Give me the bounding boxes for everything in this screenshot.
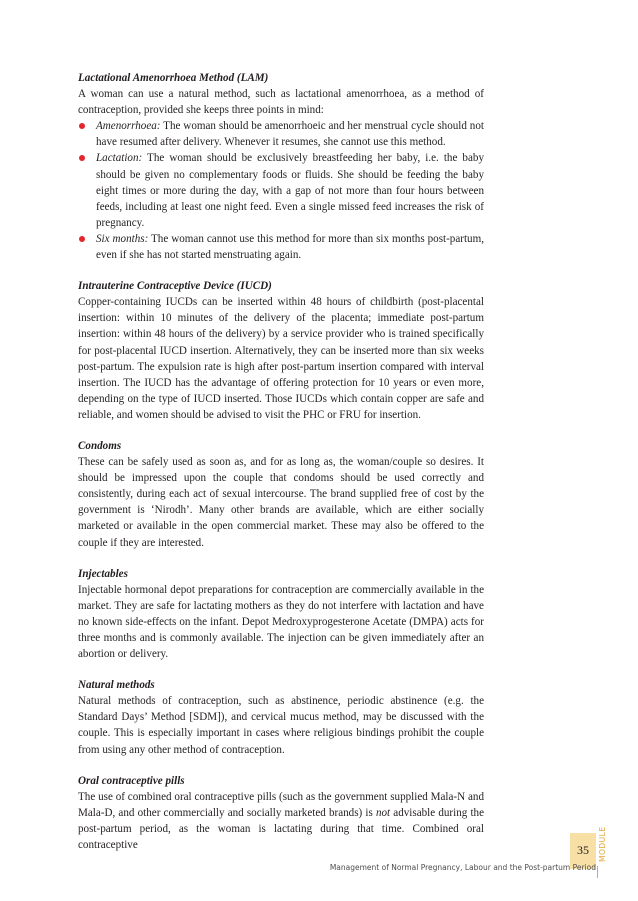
running-footer: Management of Normal Pregnancy, Labour and the Post-partum Period xyxy=(329,863,596,872)
injectables-heading: Injectables xyxy=(78,567,128,580)
lam-intro: A woman can use a natural method, such as lactational amenorrhoea, as a method of contraception, provided she keeps three points in mind: xyxy=(78,88,484,117)
bullet-dot-icon xyxy=(79,123,85,129)
bullet-text: The woman should be amenorrhoeic and her menstrual cycle should not have resumed after delivery. Whenever it resumes, she cannot use this method. xyxy=(96,120,484,149)
list-item xyxy=(78,150,484,230)
iucd-body: Copper-containing IUCDs can be inserted within 48 hours of childbirth (post-placental insertion: within 10 minutes of the delivery of the placenta; immediate post-partum insertion: within 48 hours of the delivery) by a service provider who is trained specifically for post-placental IUCD insertion. Alternatively, they can be inserted more than six weeks post-partum. The expulsion rate is high after post-partum insertion compared with interval insertion. The IUCD has the advantage of offering protection for 10 years or even more, depending on the type of IUCD inserted. Those IUCDs which contain copper are safe and reliable, and women should be advised to visit the PHC or FRU for insertion. xyxy=(78,296,484,421)
bullet-text: The woman should be exclusively breastfeeding her baby, i.e. the baby should be given no complementary foods or fluids. She should be feeding the baby eight times or more during the day, with a gap of not more than four hours between feeds, including at least one night feed. Even a single missed feed increases the risk of pregnancy. xyxy=(96,152,484,229)
list-item xyxy=(78,231,484,263)
oral-pills-body xyxy=(78,789,484,853)
oral-pills-text-start: The use of combined oral contraceptive pills (such as the government supplied Mala-N and Mala-D, and other commercially and socially marketed brands) is xyxy=(78,790,484,819)
lam-heading: Lactational Amenorrhoea Method (LAM) xyxy=(78,72,269,84)
natural-methods-heading: Natural methods xyxy=(78,679,155,692)
bullet-term: Lactation: xyxy=(96,152,143,165)
bullet-term: Six months: xyxy=(96,232,149,245)
section-natural-methods xyxy=(78,677,484,757)
oral-pills-text-end: advisable during the post-partum period, as the woman is lactating during that time. Combined oral contraceptive xyxy=(78,806,485,852)
section-condoms xyxy=(78,438,484,551)
condoms-heading: Condoms xyxy=(78,439,122,452)
page-content xyxy=(78,70,484,868)
module-label: MODULE xyxy=(598,826,607,862)
section-injectables xyxy=(78,566,484,663)
condoms-body: These can be safely used as soon as, and for as long as, the woman/couple so desires. It should be impressed upon the couple that condoms should be used correctly and consistently, during each act of sexual intercourse. The brand supplied free of cost by the government is ‘Nirodh’. Many other brands are available, which are either socially marketed or available in the open commercial market. These may also be offered to the couple if they are interested. xyxy=(78,456,484,549)
bullet-dot-icon xyxy=(79,236,85,242)
section-lam xyxy=(78,70,484,263)
list-item xyxy=(78,118,484,150)
section-oral-pills xyxy=(78,773,484,853)
module-divider xyxy=(597,866,598,878)
lam-bullet-list xyxy=(78,118,484,263)
bullet-dot-icon xyxy=(79,155,85,161)
section-iucd xyxy=(78,278,484,423)
oral-pills-heading: Oral contraceptive pills xyxy=(78,774,185,787)
page-number: 35 xyxy=(577,843,589,857)
natural-methods-body: Natural methods of contraception, such as abstinence, periodic abstinence (e.g. the Standard Days’ Method [SDM]), and cervical mucus method, may be discussed with the couple. This is especially important in cases where religious bindings prohibit the couple from using any other method of contraception. xyxy=(78,695,484,756)
iucd-heading: Intrauterine Contraceptive Device (IUCD) xyxy=(78,280,272,293)
oral-pills-emphasis: not xyxy=(375,806,391,819)
bullet-term: Amenorrhoea: xyxy=(96,120,161,133)
injectables-body: Injectable hormonal depot preparations for contraception are commercially available in the market. They are safe for lactating mothers as they do not interfere with lactation and have no known side-effects on the infant. Depot Medroxyprogesterone Acetate (DMPA) acts for three months and is commonly available. The injection can be given immediately after an abortion or delivery. xyxy=(78,583,484,661)
bullet-text: The woman cannot use this method for more than six months post-partum, even if she has not started menstruating again. xyxy=(96,232,484,262)
